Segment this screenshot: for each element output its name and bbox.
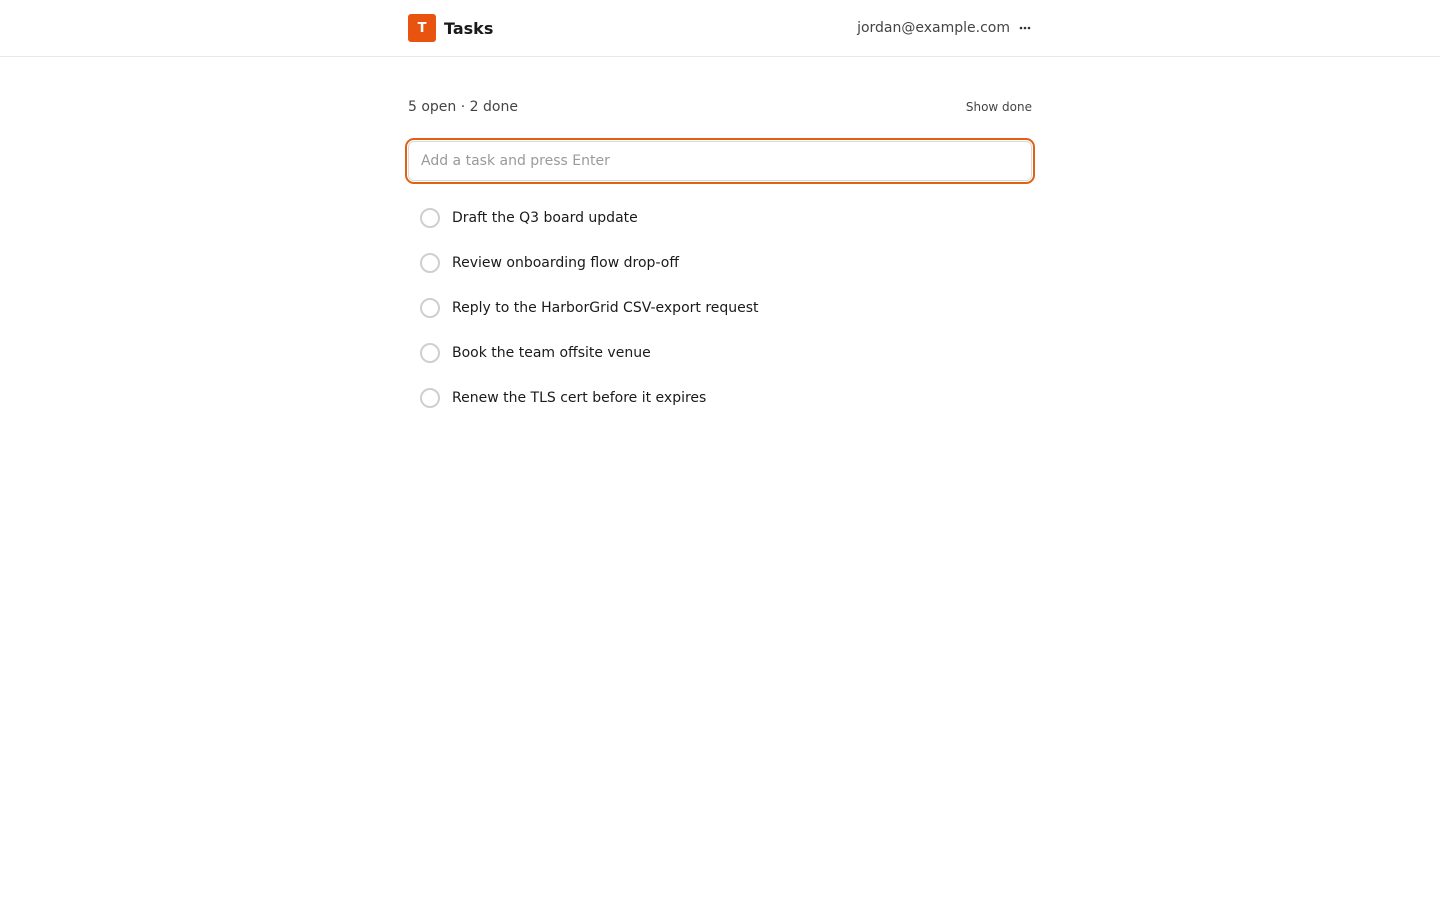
app-title: Tasks [444, 18, 494, 38]
ellipsis-icon-glyph [1019, 26, 1031, 30]
task-item [408, 285, 1032, 330]
task-checkbox[interactable] [420, 208, 440, 228]
task-item [408, 330, 1032, 375]
summary-row [408, 96, 1032, 118]
task-checkbox[interactable] [420, 388, 440, 408]
task-label: Draft the Q3 board update [452, 209, 638, 226]
ellipsis-icon[interactable] [1018, 21, 1032, 35]
user-email: jordan@example.com [857, 20, 1010, 36]
task-item [408, 195, 1032, 240]
new-task-input[interactable] [408, 141, 1032, 181]
show-done-button[interactable]: Show done [965, 100, 1032, 114]
task-item [408, 375, 1032, 420]
top-bar [0, 0, 1440, 57]
top-bar-content [408, 0, 1032, 56]
task-count-summary: 5 open · 2 done [408, 99, 518, 115]
app-logo: T [408, 14, 436, 42]
task-item [408, 240, 1032, 285]
task-label: Book the team offsite venue [452, 344, 651, 361]
account-area [857, 20, 1032, 36]
task-label: Review onboarding flow drop-off [452, 254, 679, 271]
task-checkbox[interactable] [420, 298, 440, 318]
task-label: Reply to the HarborGrid CSV-export request [452, 299, 759, 316]
task-checkbox[interactable] [420, 343, 440, 363]
task-checkbox[interactable] [420, 253, 440, 273]
task-label: Renew the TLS cert before it expires [452, 389, 707, 406]
task-list [408, 195, 1032, 420]
brand [408, 14, 493, 42]
